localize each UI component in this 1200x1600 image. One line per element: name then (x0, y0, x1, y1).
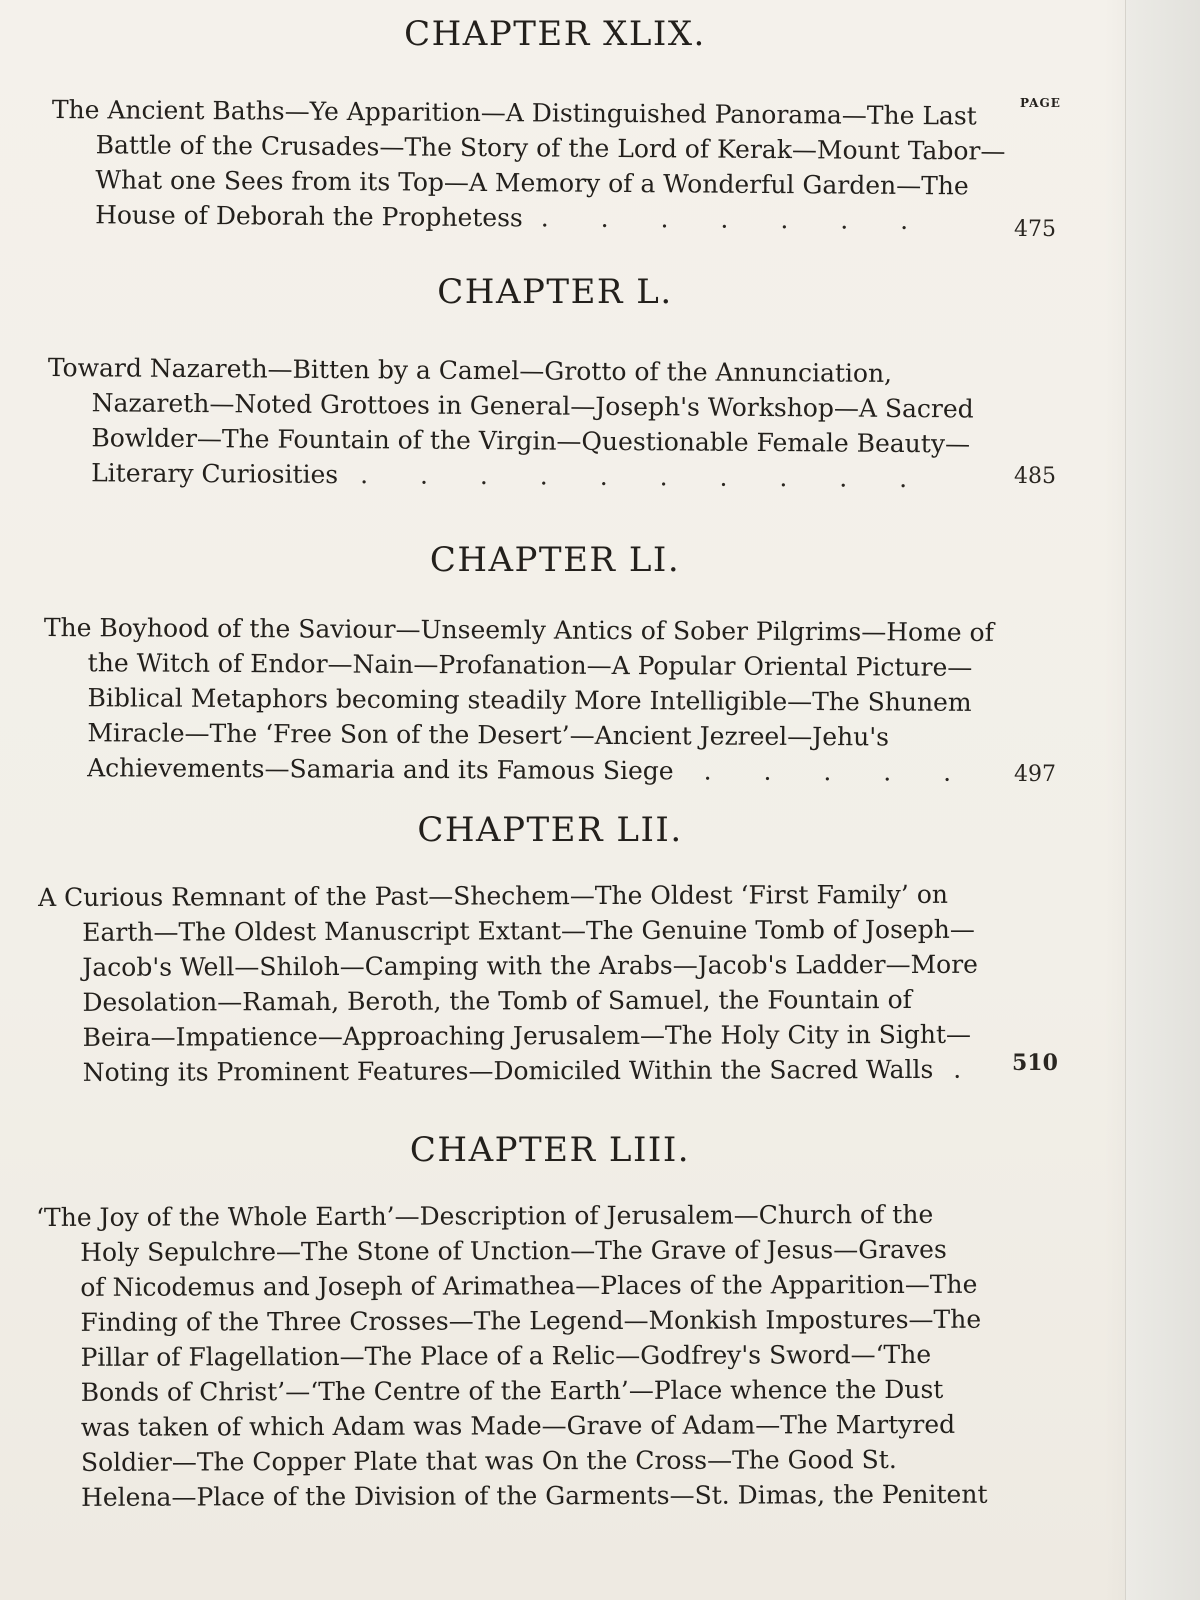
summary-line: Helena—Place of the Division of the Garments—St. Dimas, the Penitent (80, 1479, 988, 1512)
summary-line: Miracle—The ‘Free Son of the Desert’—Ancient Jezreel—Jehu's (87, 718, 890, 752)
chapter-summary (51, 92, 1006, 239)
summary-line: Soldier—The Copper Plate that was On the Cross—The Good St. (80, 1444, 897, 1477)
summary-line: Literary Curiosities . . . . . . . . . . (91, 458, 930, 494)
summary-line: was taken of which Adam was Made—Grave of Adam—The Martyred (80, 1409, 956, 1442)
summary-line: Bowlder—The Fountain of the Virgin—Questionable Female Beauty— (91, 423, 971, 459)
chapter-li (0, 540, 1200, 785)
summary-line: Finding of the Three Crosses—The Legend—Monkish Impostures—The (80, 1304, 982, 1337)
chapter-title: CHAPTER LII. (417, 810, 683, 850)
chapter-xlix (0, 14, 1200, 242)
summary-line: Achievements—Samaria and its Famous Siege . . . . . (87, 753, 974, 787)
summary-line: The Ancient Baths—Ye Apparition—A Distinguished Panorama—The Last (51, 94, 977, 131)
summary-line: Battle of the Crusades—The Story of the Lord of Kerak—Mount Tabor— (95, 130, 1006, 166)
summary-line: Bonds of Christ’—‘The Centre of the Earth’—Place whence the Dust (80, 1374, 944, 1407)
summary-line: Biblical Metaphors becoming steadily More Intelligible—The Shunem (87, 683, 972, 717)
chapter-summary (47, 350, 998, 497)
summary-line: Nazareth—Noted Grottoes in General—Joseph's Workshop—A Sacred (91, 388, 974, 424)
summary-line: Jacob's Well—Shiloh—Camping with the Arabs—Jacob's Ladder—More (82, 949, 979, 982)
summary-line: of Nicodemus and Joseph of Arimathea—Places of the Apparition—The (80, 1269, 978, 1302)
page-number: 485 (1014, 464, 1056, 489)
chapter-summary (38, 877, 999, 1090)
summary-line: Holy Sepulchre—The Stone of Unction—The Grave of Jesus—Graves (80, 1234, 947, 1267)
chapter-title: CHAPTER LIII. (409, 1130, 691, 1170)
chapter-liii (0, 1130, 1200, 1515)
page-number: 510 (1012, 1050, 1058, 1076)
summary-line: Toward Nazareth—Bitten by a Camel—Grotto of the Annunciation, (47, 352, 893, 388)
summary-line: A Curious Remnant of the Past—Shechem—The Oldest ‘First Family’ on (38, 879, 948, 912)
summary-line: Desolation—Ramah, Beroth, the Tomb of Samuel, the Fountain of (82, 984, 912, 1017)
chapter-l (0, 272, 1200, 494)
summary-line: the Witch of Endor—Nain—Profanation—A Popular Oriental Picture— (87, 648, 973, 682)
summary-line: Earth—The Oldest Manuscript Extant—The Genuine Tomb of Joseph— (82, 914, 975, 947)
chapter-title: CHAPTER LI. (429, 540, 681, 580)
chapter-lii (0, 810, 1200, 1090)
chapter-title: CHAPTER L. (437, 272, 673, 312)
summary-line: Noting its Prominent Features—Domiciled Within the Sacred Walls . (82, 1054, 984, 1087)
chapter-title: CHAPTER XLIX. (404, 14, 706, 54)
page-number: 497 (1014, 762, 1056, 787)
summary-line: Pillar of Flagellation—The Place of a Relic—Godfrey's Sword—‘The (80, 1339, 932, 1372)
summary-line: Beira—Impatience—Approaching Jerusalem—The Holy City in Sight— (82, 1019, 972, 1052)
summary-line: ‘The Joy of the Whole Earth’—Description of Jerusalem—Church of the (36, 1199, 934, 1232)
summary-line: House of Deborah the Prophetess . . . . . . . (95, 200, 931, 236)
page-column-label: PAGE (1020, 96, 1061, 110)
summary-line: What one Sees from its Top—A Memory of a Wonderful Garden—The (95, 165, 969, 201)
summary-line: The Boyhood of the Saviour—Unseemly Antics of Sober Pilgrims—Home of (43, 612, 994, 647)
chapter-summary (43, 610, 994, 790)
chapter-summary (36, 1197, 997, 1515)
page-number: 475 (1014, 217, 1056, 242)
